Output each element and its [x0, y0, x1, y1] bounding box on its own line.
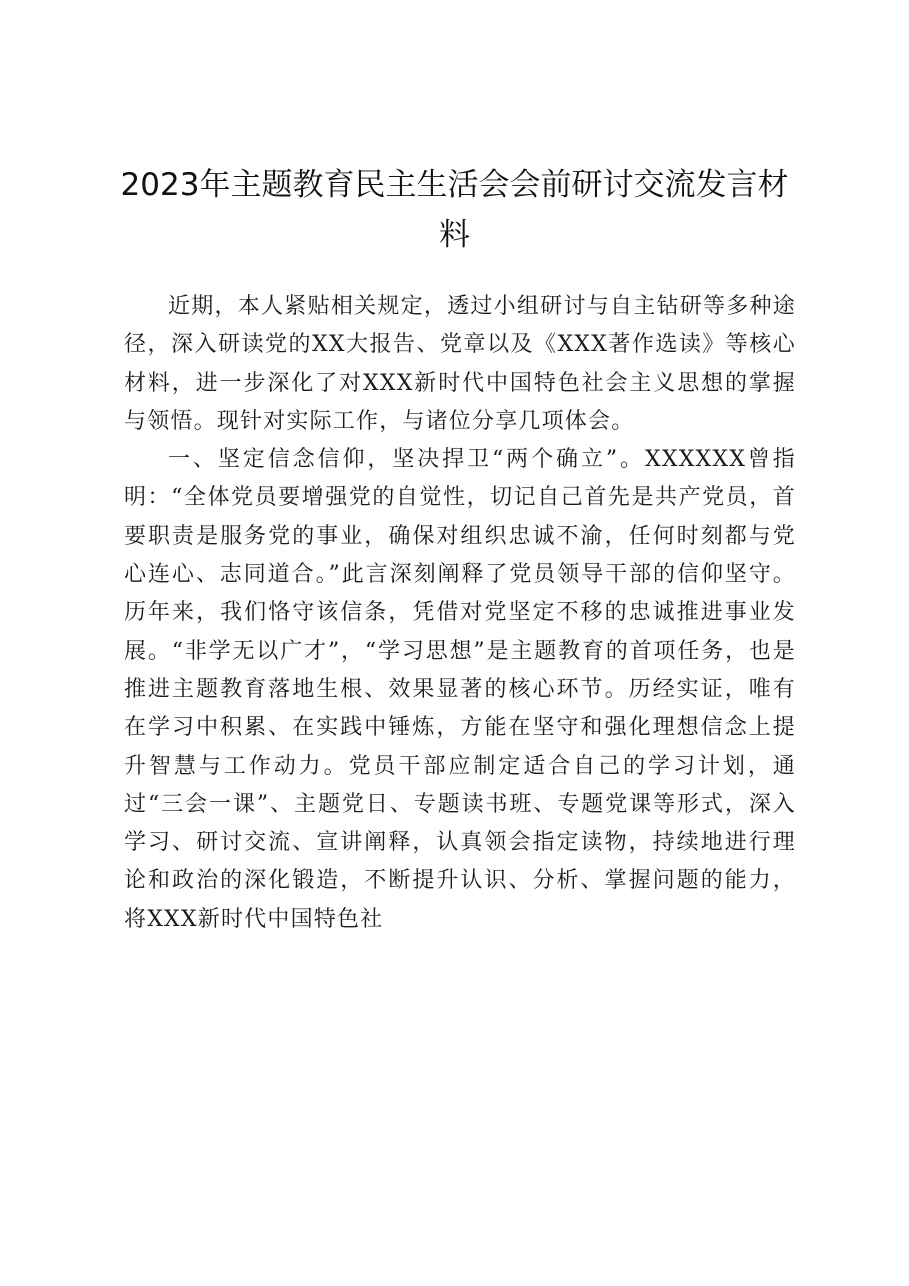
document-title: 2023年主题教育民主生活会会前研讨交流发言材料 — [120, 167, 789, 253]
paragraph-intro: 近期，本人紧贴相关规定，透过小组研讨与自主钻研等多种途径，深入研读党的XX大报告、党章以及《XXX著作选读》等核心材料，进一步深化了对XXX新时代中国特色社会主义思想的掌握与领悟。现针对实际工作，与诸位分享几项体会。 — [124, 294, 796, 434]
paragraph-section-one: 一、坚定信念信仰，坚决捍卫“两个确立”。XXXXXX曾指明：“全体党员要增强党的自觉性，切记自己首先是共产党员，首要职责是服务党的事业，确保对组织忠诚不渝，任何时刻都与党心连心、志同道合。”此言深刻阐释了党员领导干部的信仰坚守。历年来，我们恪守该信条，凭借对党坚定不移的忠诚推进事业发展。“非学无以广才”，“学习思想”是主题教育的首项任务，也是推进主题教育落地生根、效果显著的核心环节。历经实证，唯有在学习中积累、在实践中锤炼，方能在坚守和强化理想信念上提升智慧与工作动力。党员干部应制定适合自己的学习计划，通过“三会一课”、主题党日、专题读书班、专题党课等形式，深入学习、研讨交流、宣讲阐释，认真领会指定读物，持续地进行理论和政治的深化锻造，不断提升认识、分析、掌握问题的能力，将XXX新时代中国特色社 — [124, 447, 796, 932]
document-body — [124, 288, 796, 939]
